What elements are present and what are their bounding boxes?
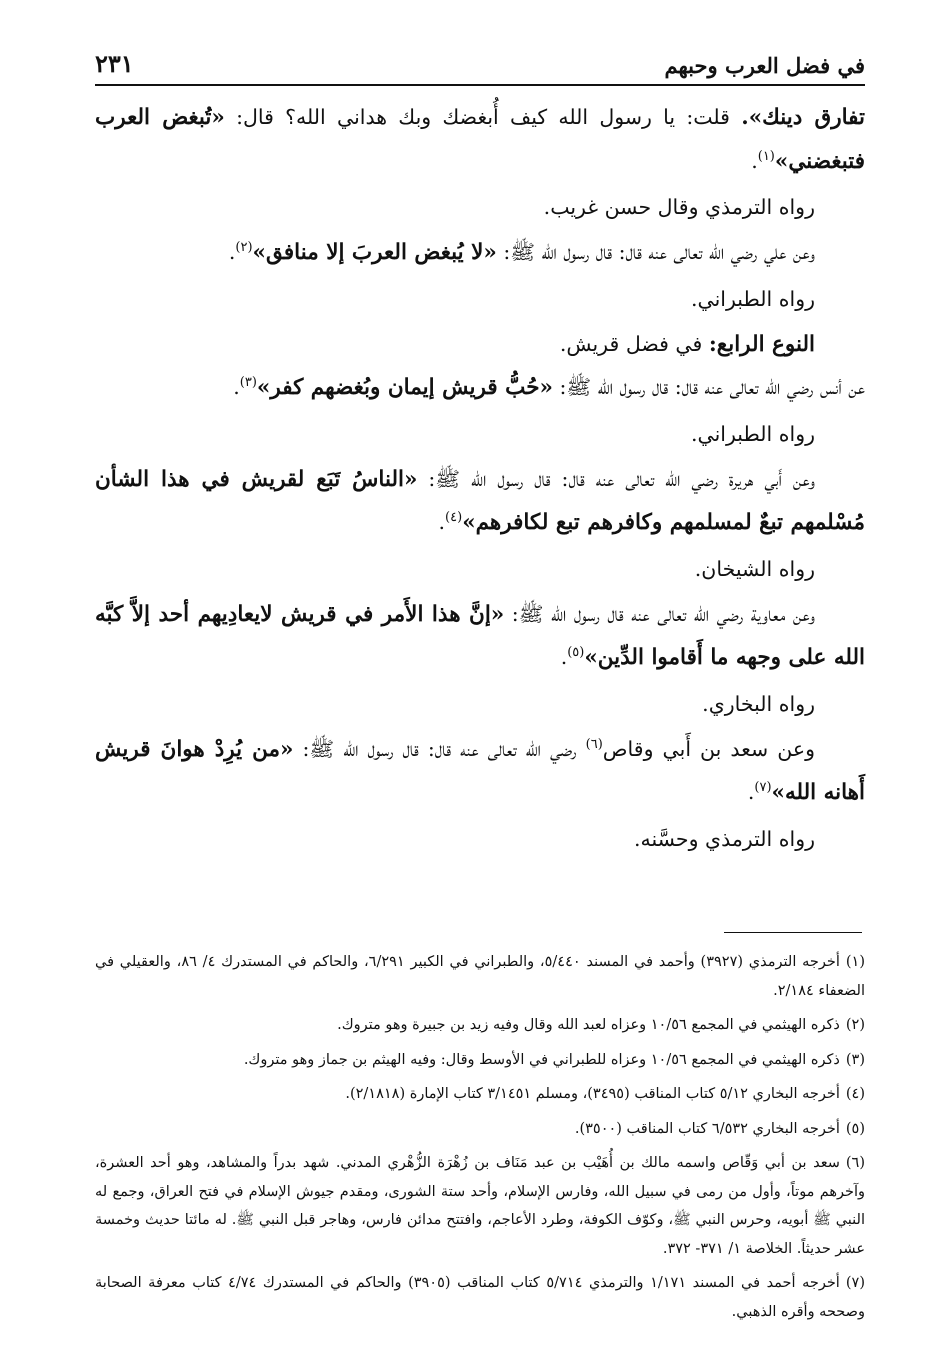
footnote-text: أخرجه الترمذي (٣٩٢٧) وأحمد في المسند ٥/٤٤٠، والطبراني في الكبير ٦/٢٩١، والحاكم في المستدرك ٤/ ٨٦، والعقيلي في الضعفاء ٢/١٨٤. — [95, 954, 865, 999]
text: رضي الله تعالى عنه قال: قال رسول الله ﷺ: — [293, 736, 586, 761]
paragraph — [95, 593, 865, 680]
hadith-text: «الناسُ تَبَع لقريش في هذا الشأن مُسْلمهم تبعٌ لمسلمهم وكافرهم تبع لكافرهم» — [95, 466, 865, 535]
punctuation: . — [438, 510, 446, 534]
footnote — [95, 1115, 865, 1144]
heading-label: النوع الرابع: — [708, 331, 815, 357]
hadith-text: «إنَّ هذا الأَمر في قريش لايعادِيهم أحد إلاَّ كبَّه الله على وجهه ما أَقاموا الدِّين» — [95, 601, 865, 670]
paragraph — [95, 728, 865, 815]
source-line: رواه الشيخان. — [694, 556, 815, 581]
footnote-text: أخرجه البخاري ٦/٥٣٢ كتاب المناقب (٣٥٠٠). — [574, 1120, 840, 1137]
text: وعن أَبي هريرة رضي الله تعالى عنه قال: قال رسول الله ﷺ: — [417, 466, 815, 491]
footnote — [95, 1080, 865, 1109]
punctuation: . — [228, 240, 236, 264]
footnote-ref: (٦) — [585, 736, 603, 752]
punctuation: . — [560, 645, 568, 669]
text: قلت: يا رسول الله كيف أُبغضك وبك هداني الله؟ قال: — [224, 105, 742, 129]
footnote-divider — [724, 932, 862, 933]
footnote-ref: (٥) — [567, 645, 585, 661]
hadith-text: «حُبُّ قريش إيمان وبُغضهم كفر» — [256, 375, 553, 400]
source-line: رواه البخاري. — [702, 691, 815, 716]
footnotes — [95, 948, 865, 1332]
text: وعن علي رضي الله تعالى عنه قال: قال رسول الله ﷺ: — [496, 240, 815, 264]
running-title: في فضل العرب وحبهم — [664, 53, 865, 78]
footnote-text: ذكره الهيثمي في المجمع ١٠/٥٦ وعزاه للطبراني في الأوسط وقال: وفيه الهيثم بن جماز وهو متروك. — [243, 1051, 840, 1068]
paragraph — [95, 96, 865, 183]
footnote-ref: (٣) — [239, 375, 257, 391]
hadith-text: تفارق دينك». — [741, 105, 865, 130]
source-line: رواه الترمذي وقال حسن غريب. — [543, 195, 815, 219]
hadith-text: «من يُرِدْ هوانَ قريش أَهانه الله» — [95, 736, 865, 805]
footnote-number: (٥) — [845, 1120, 865, 1137]
heading-text: في فضل قريش. — [559, 331, 709, 356]
footnote-text: سعد بن أبي وَقّاص واسمه مالك بن أُهَيْب بن عبد مَنَاف بن زُهْرَة الزُّهْري المدني. شهد بدراً والمشاهد، وهو أحد العشرة، وآخرهم موتاً، وأول من رمى في سبيل الله، وفارس الإسلام، وأحد ستة الشورى، ومقدم جيوش الإسلام في فتح العراق، وجمع له النبي ﷺ أبويه، وحرس النبي ﷺ، وكوّف الكوفة، وطرد الأعاجم، وافتتح مدائن فارس، وهاجر قبل النبي ﷺ. له مائتا حديث وخمسة عشر حديثاً. الخلاصة ١/ ٣٧١- ٣٧٢. — [95, 1155, 865, 1257]
footnote — [95, 1149, 865, 1263]
footnote-text: أخرجه أحمد في المسند ١/١٧١ والترمذي ٥/٧١٤ كتاب المناقب (٣٩٠٥) والحاكم في المستدرك ٤/٧٤ كتاب معرفة الصحابة وصححه وأقره الذهبي. — [95, 1275, 865, 1320]
footnote — [95, 948, 865, 1005]
page-number: ٢٣١ — [95, 49, 134, 78]
footnote-number: (٤) — [845, 1086, 865, 1102]
source-line: رواه الطبراني. — [690, 286, 815, 311]
paragraph — [95, 366, 865, 410]
paragraph — [95, 231, 865, 275]
footnote-number: (١) — [845, 954, 866, 970]
source-line: رواه الطبراني. — [690, 421, 815, 446]
footnote — [95, 1269, 865, 1326]
section-heading — [95, 323, 865, 367]
footnote-ref: (٤) — [445, 510, 463, 526]
footnote-number: (٧) — [845, 1275, 865, 1291]
footnote — [95, 1011, 865, 1040]
text: عن أنس رضي الله تعالى عنه قال: قال رسول الله ﷺ: — [552, 375, 865, 399]
footnote-ref: (٧) — [754, 780, 772, 796]
text: وعن سعد بن أَبي وقاص — [602, 736, 815, 761]
footnote-ref: (١) — [757, 148, 775, 164]
footnote-text: ذكره الهيثمي في المجمع ١٠/٥٦ وعزاه لعبد الله وقال وفيه زيد بن جبيرة وهو متروك. — [337, 1017, 840, 1033]
footnote-ref: (٢) — [235, 240, 253, 256]
main-text — [95, 96, 865, 863]
punctuation: . — [233, 375, 240, 399]
punctuation: . — [747, 780, 755, 804]
footnote-number: (٦) — [845, 1155, 865, 1171]
footnote-number: (٢) — [845, 1017, 865, 1033]
hadith-text: «لا يُبغض العربَ إلا منافق» — [252, 240, 497, 265]
text: وعن معاوية رضي الله تعالى عنه قال رسول الله ﷺ: — [504, 601, 815, 626]
source-line: رواه الترمذي وحسَّنه. — [633, 826, 815, 851]
paragraph — [95, 458, 865, 545]
page-header — [95, 40, 865, 86]
footnote-number: (٣) — [845, 1051, 865, 1068]
footnote — [95, 1046, 865, 1075]
footnote-text: أخرجه البخاري ٥/١٢ كتاب المناقب (٣٤٩٥)، ومسلم ٣/١٤٥١ كتاب الإمارة (٢/١٨١٨). — [345, 1086, 840, 1102]
punctuation: . — [751, 148, 758, 173]
hadith-text: «تُبغض العرب فتبغضني» — [95, 105, 865, 174]
